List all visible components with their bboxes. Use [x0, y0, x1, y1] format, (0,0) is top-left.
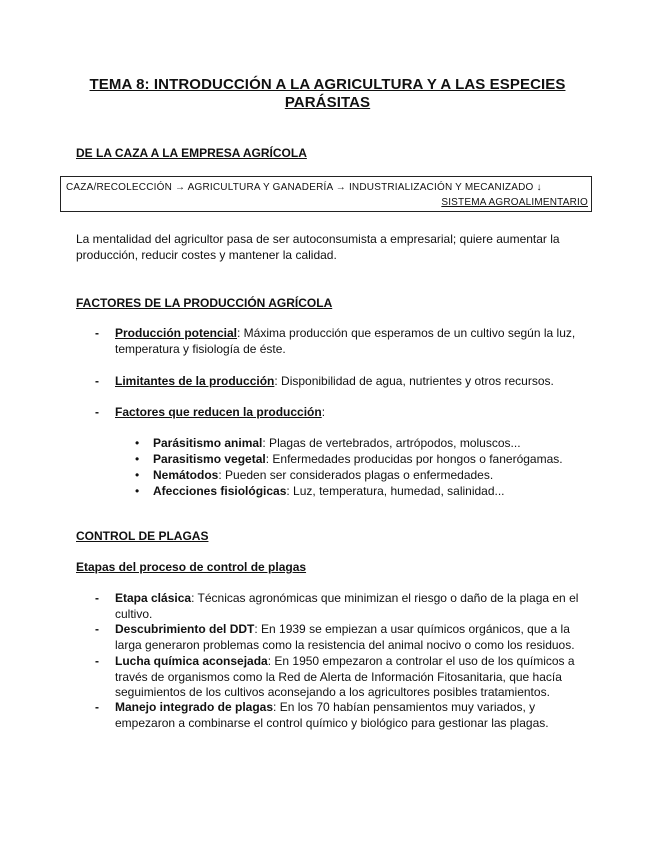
list-item-term: Lucha química aconsejada: [115, 654, 268, 668]
list-item-text: : Disponibilidad de agua, nutrientes y otros recursos.: [274, 374, 554, 388]
intro-paragraph: La mentalidad del agricultor pasa de ser autoconsumista a empresarial; quiere aumentar la producción, reducir costes y mantener la calidad.: [76, 232, 560, 262]
sub-list-item-text: : Luz, temperatura, humedad, salinidad...: [286, 484, 505, 498]
list-item: [115, 700, 585, 731]
list-item: [115, 622, 585, 653]
sub-list-item: [153, 483, 593, 499]
dash-bullet: -: [95, 405, 99, 419]
flow-result: SISTEMA AGROALIMENTARIO: [441, 197, 588, 208]
dot-bullet: •: [135, 468, 140, 482]
list-item: [115, 405, 585, 421]
subsection-heading-etapas: Etapas del proceso de control de plagas: [76, 560, 307, 574]
list-item-text: : Técnicas agronómicas que minimizan el riesgo o daño de la plaga en el cultivo.: [115, 591, 579, 621]
list-item-text: : En 1950 empezaron a controlar el uso de los químicos a través de organismos como la Red de Alerta de Información Fitosanitaria, que hacía seguimientos de los cultivos aconsejando a los agricultores posibles tratamientos.: [115, 654, 575, 699]
section-heading-caza-empresa: DE LA CAZA A LA EMPRESA AGRÍCOLA: [76, 146, 307, 160]
list-item-text: : Máxima producción que esperamos de un cultivo según la luz, temperatura y fisiología de éste.: [115, 326, 576, 356]
dash-bullet: -: [95, 622, 99, 636]
sub-list-item-text: : Pueden ser considerados plagas o enfermedades.: [218, 468, 494, 482]
sub-list-item-text: : Enfermedades producidas por hongos o fanerógamas.: [265, 452, 563, 466]
dot-bullet: •: [135, 484, 140, 498]
sub-list-item: [153, 451, 593, 467]
flow-diagram-box: [60, 176, 592, 212]
dash-bullet: -: [95, 700, 99, 714]
sub-list-item-term: Parásitismo animal: [153, 436, 263, 450]
sub-list-item-term: Parasitismo vegetal: [153, 452, 266, 466]
dash-bullet: -: [95, 374, 99, 388]
list-item: [115, 591, 585, 622]
dash-bullet: -: [95, 591, 99, 605]
list-item-term: Etapa clásica: [115, 591, 192, 605]
dash-bullet: -: [95, 326, 99, 340]
sub-list-item: [153, 435, 593, 451]
dot-bullet: •: [135, 436, 140, 450]
list-item: [115, 326, 585, 357]
sub-list-item-text: : Plagas de vertebrados, artrópodos, moluscos...: [262, 436, 521, 450]
list-item-text: : En 1939 se empiezan a usar químicos orgánicos, que a la larga generaron problemas como la resistencia del animal nocivo o como los residuos.: [115, 622, 575, 652]
sub-list-item-term: Nemátodos: [153, 468, 219, 482]
section-heading-factores: FACTORES DE LA PRODUCCIÓN AGRÍCOLA: [76, 296, 333, 310]
list-item-text: :: [321, 405, 326, 419]
list-item: [115, 654, 585, 701]
section-heading-control-plagas: CONTROL DE PLAGAS: [76, 529, 209, 543]
document-title: TEMA 8: INTRODUCCIÓN A LA AGRICULTURA Y A LAS ESPECIES PARÁSITAS: [89, 76, 566, 111]
list-item: [115, 374, 585, 390]
dash-bullet: -: [95, 654, 99, 668]
list-item-text: : En los 70 habían pensamientos muy variados, y empezaron a combinarse el control químico y biológico para gestionar las plagas.: [115, 700, 549, 730]
flow-sequence: CAZA/RECOLECCIÓN → AGRICULTURA Y GANADERÍA → INDUSTRIALIZACIÓN Y MECANIZADO ↓: [66, 182, 542, 193]
list-item-term: Factores que reducen la producción: [115, 405, 322, 419]
list-item-term: Descubrimiento del DDT: [115, 622, 255, 636]
list-item-term: Producción potencial: [115, 326, 238, 340]
sub-list-item-term: Afecciones fisiológicas: [153, 484, 287, 498]
list-item-term: Limitantes de la producción: [115, 374, 275, 388]
sub-list-item: [153, 467, 593, 483]
dot-bullet: •: [135, 452, 140, 466]
list-item-term: Manejo integrado de plagas: [115, 700, 274, 714]
